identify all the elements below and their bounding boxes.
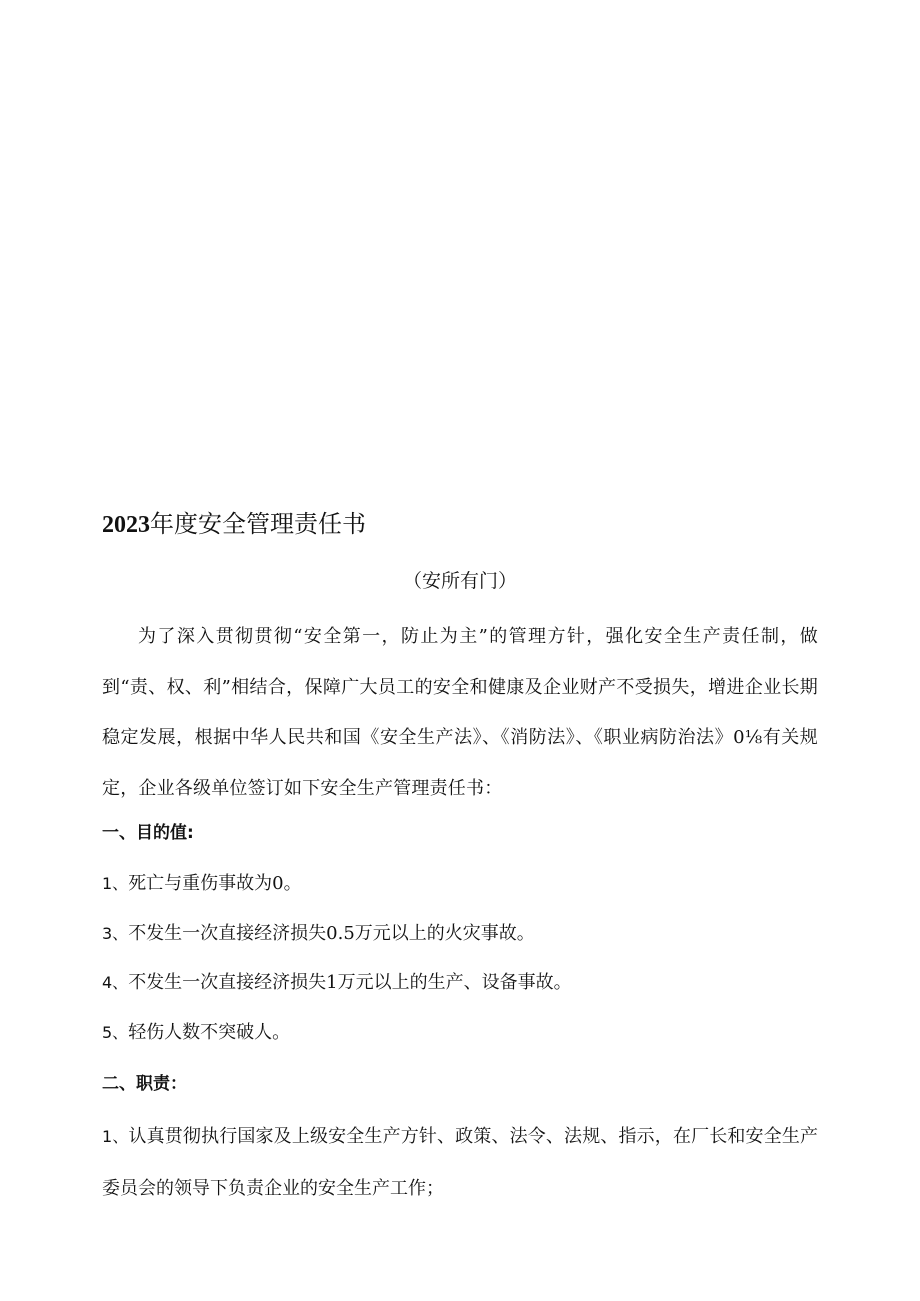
goal-item-text: 轻伤人数不突破人。 <box>128 1022 291 1043</box>
goal-item <box>102 968 572 998</box>
goal-item-number: 1、 <box>102 874 129 893</box>
goal-item-number: 3、 <box>102 924 129 943</box>
goal-item <box>102 869 302 899</box>
goal-item-text: 不发生一次直接经济损失0.5万元以上的火灾事故。 <box>128 923 535 944</box>
goal-item-text: 不发生一次直接经济损失1万元以上的生产、设备事故。 <box>128 972 572 993</box>
goal-item-number: 4、 <box>102 973 129 992</box>
goal-item-number: 5、 <box>102 1023 129 1042</box>
duty-item-number: 1、 <box>102 1127 129 1146</box>
goal-item <box>102 919 535 949</box>
duty-item-text: 认真贯彻执行国家及上级安全生产方针、政策、法令、法规、指示，在厂长和安全生产委员会的领导下负责企业的安全生产工作； <box>102 1126 818 1199</box>
goal-item-text: 死亡与重伤事故为0。 <box>128 873 302 894</box>
document-title <box>102 506 366 543</box>
title-year: 2023 <box>102 512 150 538</box>
title-text: 年度安全管理责任书 <box>150 510 366 538</box>
intro-paragraph: 为了深入贯彻贯彻“安全第一，防止为主”的管理方针，强化安全生产责任制，做到“责、权、利”相结合，保障广大员工的安全和健康及企业财产不受损失，增进企业长期稳定发展，根据中华人民共和国《安全生产法》、《消防法》、《职业病防治法》0⅛有关规定，企业各级单位签订如下安全生产管理责任书： <box>102 626 818 799</box>
section-heading-goals: 一、目的值: <box>102 823 194 843</box>
goal-item <box>102 1018 290 1048</box>
document-subtitle: （安所有门） <box>402 570 517 592</box>
duty-item <box>102 1111 818 1215</box>
section-heading-duties: 二、职责： <box>102 1074 187 1094</box>
